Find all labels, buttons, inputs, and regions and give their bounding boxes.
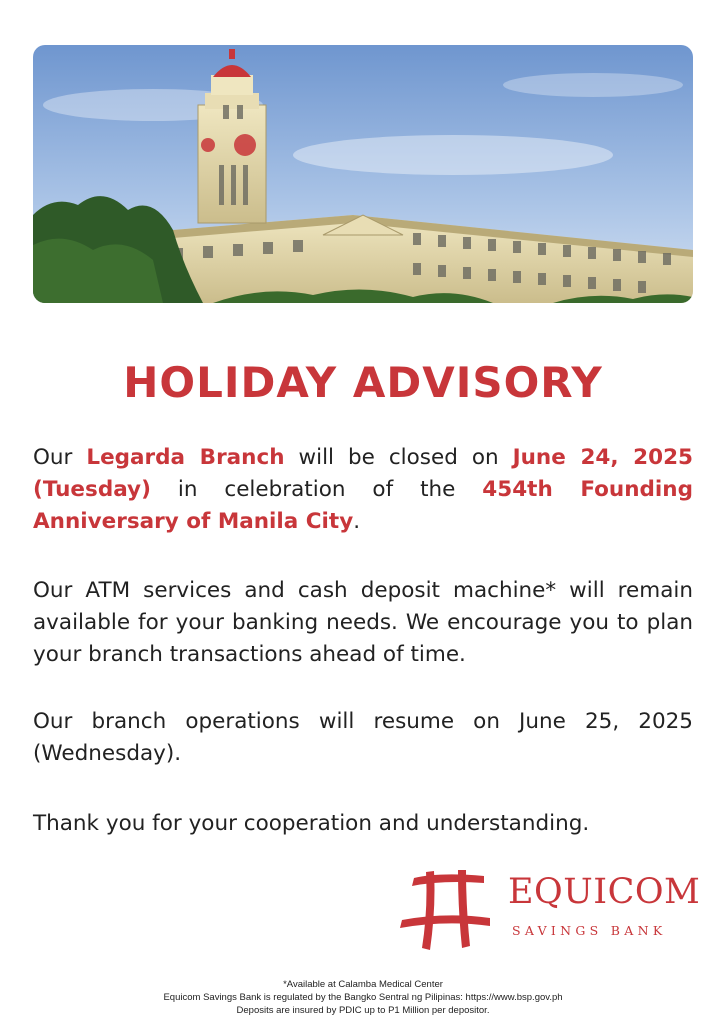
page-title: HOLIDAY ADVISORY (123, 358, 603, 407)
closure-notice-paragraph (33, 442, 693, 538)
equicom-logo (400, 868, 701, 950)
logo-subtitle: SAVINGS BANK (512, 923, 667, 938)
closure-date: June 24, 2025 (Tuesday) (33, 445, 693, 502)
footer-regulation-note: Equicom Savings Bank is regulated by the Bangko Sentral ng Pilipinas: https://www.bsp.gov.ph (163, 992, 563, 1003)
city-hall-photo (33, 45, 693, 303)
hero-image (33, 45, 693, 303)
text-segment: . (353, 509, 361, 534)
text-segment: will be closed on (284, 445, 513, 470)
thank-you-paragraph: Thank you for your cooperation and understanding. (33, 811, 590, 836)
text-segment: in celebration of the (150, 477, 483, 502)
branch-name: Legarda Branch (86, 445, 285, 470)
equicom-logo-mark-icon (400, 868, 492, 950)
footer-insurance-note: Deposits are insured by PDIC up to P1 Million per depositor. (236, 1005, 490, 1016)
text-segment: Our (33, 445, 87, 470)
resume-operations-paragraph: Our branch operations will resume on June 25, 2025 (Wednesday). (33, 709, 693, 766)
footer (0, 978, 726, 1017)
atm-services-paragraph: Our ATM services and cash deposit machine* will remain available for your banking needs. We encourage you to plan your branch transactions ahead of time. (33, 578, 693, 667)
logo-name: EQUICOM (508, 872, 701, 912)
footer-availability-note: *Available at Calamba Medical Center (283, 979, 443, 990)
occasion-name: 454th Founding Anniversary of Manila City (33, 477, 694, 534)
